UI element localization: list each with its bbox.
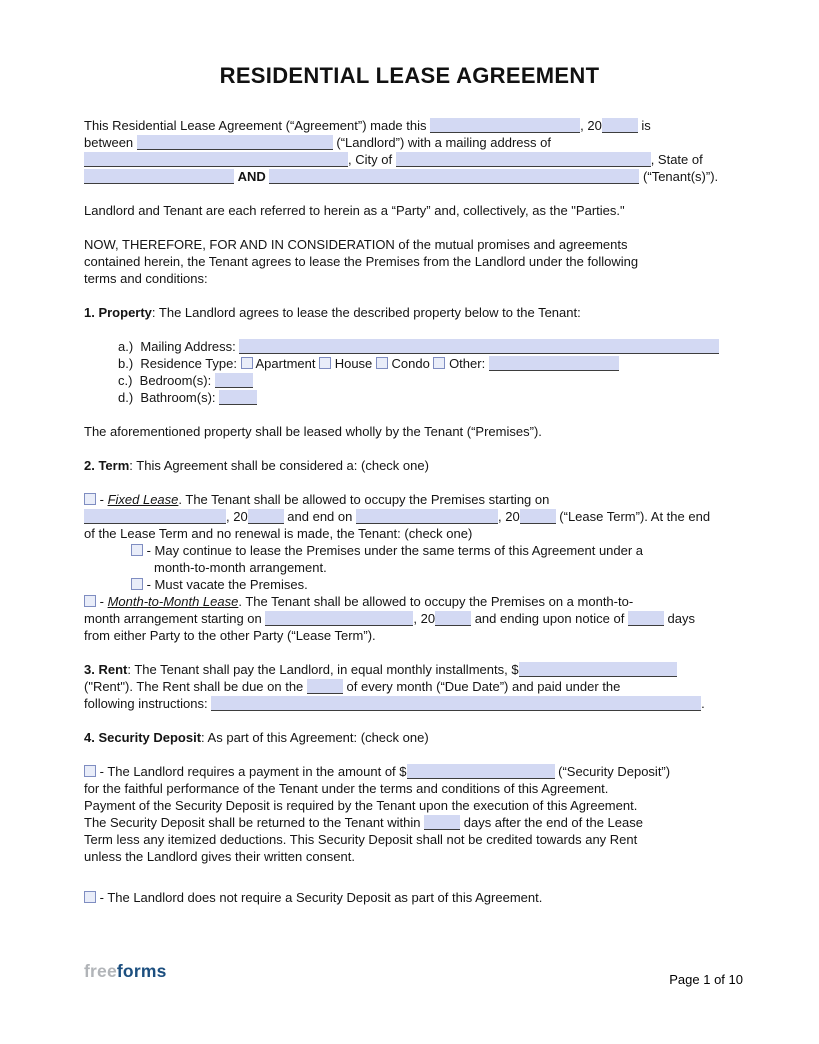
landlord-city-field[interactable] [396, 152, 651, 167]
text-run: from either Party to the other Party (“Lease Term”). [84, 628, 376, 643]
agreement-day-field[interactable] [430, 118, 580, 133]
text-run: : The Tenant shall pay the Landlord, in equal monthly installments, $ [127, 662, 519, 677]
text-run: unless the Landlord gives their written consent. [84, 849, 355, 864]
text-run: is [637, 118, 651, 133]
fixed-end-date-field[interactable] [356, 509, 498, 524]
document-title: RESIDENTIAL LEASE AGREEMENT [219, 63, 600, 88]
month-to-month-checkbox[interactable] [84, 595, 96, 607]
fixed-lease-paragraph [84, 491, 735, 542]
property-item-residence-type [84, 355, 735, 372]
freeforms-logo [84, 961, 167, 981]
text-run: House [331, 356, 376, 371]
may-continue-option [131, 542, 735, 576]
text-run: , 20 [580, 118, 602, 133]
m2m-notice-days-field[interactable] [628, 611, 664, 626]
property-item-mailing-address [84, 338, 735, 355]
bold-text: 4. Security Deposit [84, 730, 202, 745]
text-run: - The Landlord does not require a Security Deposit as part of this Agreement. [96, 890, 543, 905]
section-1-property-heading [84, 304, 735, 321]
month-to-month-paragraph [84, 593, 735, 644]
text-run: of every month (“Due Date”) and paid under the [342, 679, 621, 694]
text-run: The Security Deposit shall be returned to the Tenant within [84, 815, 425, 830]
bold-text: 2. Term [84, 458, 130, 473]
lease-type-label: Month-to-Month Lease [107, 594, 239, 609]
document-content [84, 0, 735, 923]
text-run: days after the end of the Lease [460, 815, 643, 830]
text-run: for the faithful performance of the Tenant under the terms and conditions of this Agreement. [84, 781, 609, 796]
bold-text: 3. Rent [84, 662, 128, 677]
text-run: terms and conditions: [84, 271, 208, 286]
text-run: days [663, 611, 696, 626]
must-vacate-checkbox[interactable] [131, 578, 143, 590]
fixed-start-date-field[interactable] [84, 509, 226, 524]
page-footer [84, 961, 743, 988]
fixed-end-year-field[interactable] [520, 509, 556, 524]
text-run: contained herein, the Tenant agrees to lease the Premises from the Landlord under the following [84, 254, 639, 269]
fixed-start-year-field[interactable] [248, 509, 284, 524]
text-run: following instructions: [84, 696, 212, 711]
text-run: ("Rent"). The Rent shall be due on the [84, 679, 307, 694]
intro-paragraph [84, 117, 735, 185]
text-run: Condo [387, 356, 434, 371]
apartment-checkbox[interactable] [241, 357, 253, 369]
other-checkbox[interactable] [433, 357, 445, 369]
text-run: between [84, 135, 137, 150]
text-run: and ending upon notice of [471, 611, 628, 626]
residence-other-field[interactable] [489, 356, 619, 371]
text-run: (“Security Deposit”) [554, 764, 671, 779]
text-run: - The Landlord requires a payment in the amount of $ [96, 764, 407, 779]
no-security-checkbox[interactable] [84, 891, 96, 903]
text-run: This Residential Lease Agreement (“Agreement”) made this [84, 118, 431, 133]
bedrooms-field[interactable] [215, 373, 253, 388]
payment-instructions-field[interactable] [211, 696, 701, 711]
text-run: month-to-month arrangement. [154, 560, 327, 575]
text-run: (“Landlord”) with a mailing address of [332, 135, 551, 150]
text-run: c.) Bedroom(s): [118, 373, 215, 388]
text-run: Apartment [252, 356, 320, 371]
bathrooms-field[interactable] [219, 390, 257, 405]
agreement-year-field[interactable] [602, 118, 638, 133]
bold-text: 1. Property [84, 305, 152, 320]
text-run: - [96, 594, 108, 609]
tenant-name-field[interactable] [269, 169, 639, 184]
text-run: . [701, 696, 705, 711]
rent-due-day-field[interactable] [307, 679, 343, 694]
security-required-checkbox[interactable] [84, 765, 96, 777]
lease-type-label: Fixed Lease [107, 492, 179, 507]
document-body [84, 117, 735, 906]
text-run: (“Lease Term”). At the end [555, 509, 711, 524]
text-run: . The Tenant shall be allowed to occupy the Premises on a month-to- [238, 594, 634, 609]
property-item-bedrooms [84, 372, 735, 389]
security-required-paragraph [84, 763, 735, 865]
text-run: month arrangement starting on [84, 611, 266, 626]
must-vacate-option [131, 576, 735, 593]
section-4-security-heading [84, 729, 735, 746]
text-run: : This Agreement shall be considered a: (check one) [129, 458, 429, 473]
rent-amount-field[interactable] [519, 662, 677, 677]
text-run: . The Tenant shall be allowed to occupy the Premises starting on [178, 492, 550, 507]
security-amount-field[interactable] [407, 764, 555, 779]
may-continue-checkbox[interactable] [131, 544, 143, 556]
text-run: of the Lease Term and no renewal is made, the Tenant: (check one) [84, 526, 473, 541]
text-run: - Must vacate the Premises. [143, 577, 308, 592]
text-run: : As part of this Agreement: (check one) [201, 730, 429, 745]
m2m-start-date-field[interactable] [265, 611, 413, 626]
m2m-start-year-field[interactable] [435, 611, 471, 626]
landlord-address-field[interactable] [84, 152, 348, 167]
security-return-days-field[interactable] [424, 815, 460, 830]
premises-paragraph [84, 423, 735, 440]
house-checkbox[interactable] [319, 357, 331, 369]
text-run: , State of [650, 152, 703, 167]
text-run: b.) Residence Type: [118, 356, 241, 371]
text-run: , 20 [413, 611, 436, 626]
text-run: and end on [283, 509, 356, 524]
logo-free-text: free [84, 961, 117, 981]
section-3-rent-paragraph [84, 661, 735, 712]
page-number: Page 1 of 10 [669, 972, 743, 987]
text-run: Other: [445, 356, 489, 371]
text-run: , 20 [497, 509, 520, 524]
text-run: : The Landlord agrees to lease the described property below to the Tenant: [151, 305, 581, 320]
text-run: NOW, THEREFORE, FOR AND IN CONSIDERATION of the mutual promises and agreements [84, 237, 628, 252]
text-run: Term less any itemized deductions. This Security Deposit shall not be credited towards any Rent [84, 832, 638, 847]
fixed-lease-checkbox[interactable] [84, 493, 96, 505]
parties-paragraph [84, 202, 735, 219]
text-run: - [96, 492, 108, 507]
text-run: Landlord and Tenant are each referred to herein as a “Party” and, collectively, as the "Parties." [84, 203, 625, 218]
property-address-field[interactable] [239, 339, 719, 354]
text-run: , City of [348, 152, 396, 167]
text-run: d.) Bathroom(s): [118, 390, 220, 405]
condo-checkbox[interactable] [376, 357, 388, 369]
text-run: , 20 [226, 509, 248, 524]
text-run: - May continue to lease the Premises under the same terms of this Agreement under a [143, 543, 644, 558]
text-run: (“Tenant(s)”). [639, 169, 719, 184]
no-security-paragraph [84, 889, 735, 906]
text-run: a.) Mailing Address: [118, 339, 240, 354]
bold-text: AND [237, 169, 266, 184]
property-item-bathrooms [84, 389, 735, 406]
text-run: Payment of the Security Deposit is required by the Tenant upon the execution of this Agreement. [84, 798, 638, 813]
landlord-name-field[interactable] [137, 135, 333, 150]
section-2-term-heading [84, 457, 735, 474]
consideration-paragraph [84, 236, 735, 287]
text-run: The aforementioned property shall be leased wholly by the Tenant (“Premises”). [84, 424, 542, 439]
logo-forms-text: forms [116, 961, 167, 981]
landlord-state-field[interactable] [84, 169, 234, 184]
